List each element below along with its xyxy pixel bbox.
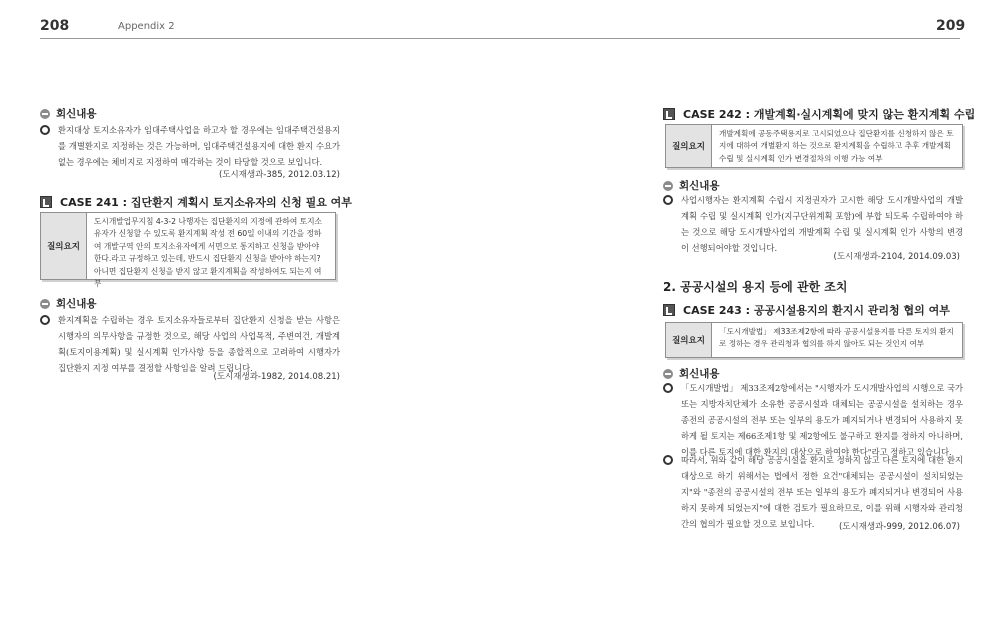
reply-text-4b: 따라서, 위와 같이 해당 공공시설을 환지로 정하지 않고 다른 토지에 대한 환지 대상으로 하기 위해서는 법에서 정한 요건"대체되는 공공시설이 설치되었는지"와 "종전의 공공시설의 전부 또는 일부의 용도가 폐지되거나 변경되어 사용하지 못하게 되었는지"에 대한 검토가 필요하므로, 이를 위해 시행자와 관리청간의 협의가 필요할 것으로 보입니다.	[681, 455, 963, 529]
reply-label-text: 회신내용	[56, 298, 97, 310]
query-text: 도시개발업무지침 4-3-2 나행자는 집단환지의 지정에 관하여 토지소유자가 신청할 수 있도록 환지계획 작성 전 60일 이내의 기간을 정하여 개발구역 안의 토지소유자에게 서면으로 통지하고 신청을 받아야 한다.라고 규정하고 있는데, 반드시 집단환지 신청을 받아야 하는지? 아니면 집단환지 신청을 받지 않고 환지계획을 작성하여도 되는지 여부	[94, 217, 322, 289]
reply-paragraph-4a	[663, 380, 963, 460]
reply-paragraph-2	[40, 312, 340, 376]
reply-text-1: 환지대상 토지소유자가 임대주택사업을 하고자 할 경우에는 임대주택건설용지를 개별환지로 지정하는 것은 가능하며, 임대주택건설용지에 대한 환지 수요가 없는 경우에는 체비지로 지정하여 매각하는 것이 타당할 것으로 보입니다.	[58, 125, 340, 167]
bullet-circle-icon	[663, 455, 673, 465]
source-citation-4: (도시재생과-999, 2012.06.07)	[838, 522, 960, 532]
source-citation-2: (도시재생과-1982, 2014.08.21)	[213, 372, 340, 382]
reply-label-2	[40, 296, 97, 311]
reply-label-text: 회신내용	[679, 180, 720, 192]
case-icon	[663, 304, 675, 316]
reply-text-4a: 「도시개발법」 제33조제2항에서는 "시행자가 도시개발사업의 시행으로 국가 또는 지방자치단체가 소유한 공공시설과 대체되는 공공시설을 설치하는 경우 종전의 공공시설의 전부 또는 일부의 용도가 폐지되거나 변경되어 사용하지 못하게 될 토지는 제66조제1항 및 제2항에도 불구하고 환지를 정하지 아니하며, 이를 다른 토지에 대한 환지의 대상으로 하여야 한다"라고 정하고 있습니다.	[681, 383, 963, 457]
reply-paragraph-3	[663, 192, 963, 256]
minus-circle-icon	[40, 109, 50, 119]
page-number-left: 208	[40, 18, 70, 34]
source-citation-3: (도시재생과-2104, 2014.09.03)	[833, 252, 960, 262]
case-242-query-box	[665, 124, 963, 168]
bullet-circle-icon	[40, 315, 50, 325]
minus-circle-icon	[663, 181, 673, 191]
case-241-title: CASE 241 : 집단환지 계획시 토지소유자의 신청 필요 여부	[60, 196, 352, 209]
bullet-circle-icon	[663, 383, 673, 393]
case-242-title: CASE 242 : 개발계획·실시계획에 맞지 않는 환지계획 수립	[683, 108, 976, 121]
case-icon	[40, 196, 52, 208]
header-divider-left	[40, 38, 500, 39]
running-head: Appendix 2	[118, 21, 175, 32]
reply-paragraph-1	[40, 122, 340, 170]
case-241-heading	[40, 194, 352, 210]
query-text: 「도시개발법」 제33조제2항에 따라 공공시설용지를 다른 토지의 환지로 정하는 경우 관리청과 협의를 하지 않아도 되는 것인지 여부	[719, 327, 954, 349]
query-label: 질의요지	[666, 323, 712, 357]
bullet-circle-icon	[663, 195, 673, 205]
query-label: 질의요지	[41, 213, 87, 279]
reply-label-text: 회신내용	[56, 108, 97, 120]
bullet-circle-icon	[40, 125, 50, 135]
reply-label-1	[40, 106, 97, 121]
header-divider-right	[500, 38, 960, 39]
query-text: 개발계획에 공동주택용지로 고시되었으나 집단환지를 신청하지 않은 토지에 대하여 개별환지 하는 것으로 환지계획을 수립하고 추후 개발계획 수립 및 실시계획 인가 변경절차의 이행 가능 여부	[719, 129, 954, 163]
source-citation-1: (도시재생과-385, 2012.03.12)	[218, 170, 340, 180]
case-icon	[663, 108, 675, 120]
section-2-title: 2. 공공시설의 용지 등에 관한 조치	[663, 280, 848, 294]
reply-label-text: 회신내용	[679, 368, 720, 380]
reply-label-3	[663, 178, 720, 193]
case-241-query-box	[40, 212, 336, 289]
query-label: 질의요지	[666, 125, 712, 167]
page-number-right: 209	[936, 18, 966, 34]
right-page	[500, 0, 1000, 625]
reply-label-4	[663, 366, 720, 381]
reply-text-2: 환지계획을 수립하는 경우 토지소유자들로부터 집단환지 신청을 받는 사항은 시행자의 의무사항을 규정한 것으로, 해당 사업의 사업목적, 주변여건, 개발계획(토지이용계획) 및 실시계획 인가사항 등을 종합적으로 고려하여 시행자가 집단환지 지정 여부를 결정할 사항임을 알려 드립니다.	[58, 315, 340, 373]
case-243-query-box	[665, 322, 963, 358]
case-242-heading	[663, 106, 975, 122]
reply-text-3: 사업시행자는 환지계획 수립시 지정권자가 고시한 해당 도시개발사업의 개발계획 수립 및 실시계획 인가(지구단위계획 포함)에 부합 되도록 수립하여야 하는 것으로 해당 도시개발사업의 개발계획 수립 및 실시계획 인가 사항의 변경이 선행되어야할 것입니다.	[681, 195, 963, 253]
case-243-heading	[663, 302, 950, 318]
minus-circle-icon	[40, 299, 50, 309]
case-243-title: CASE 243 : 공공시설용지의 환지시 관리청 협의 여부	[683, 304, 950, 317]
minus-circle-icon	[663, 369, 673, 379]
